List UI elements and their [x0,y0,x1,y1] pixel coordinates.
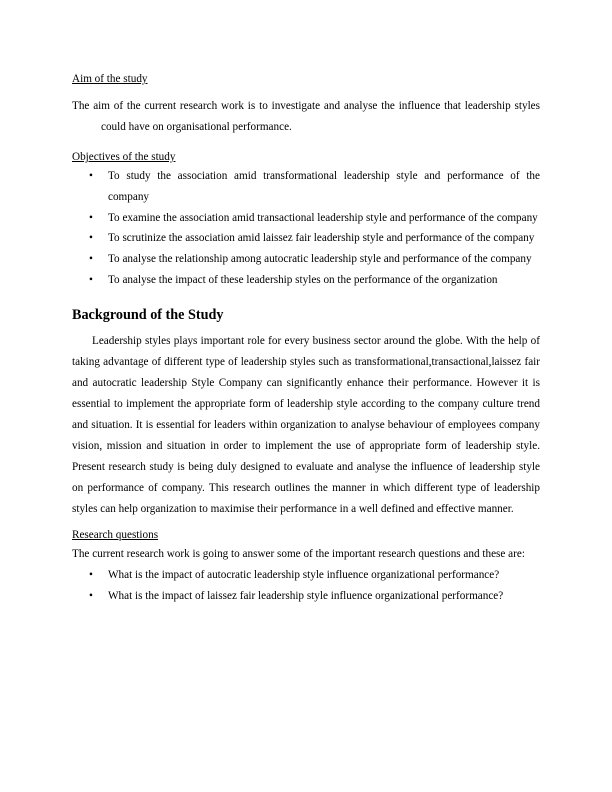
research-questions-list [72,565,540,607]
objective-text: To analyse the relationship among autocratic leadership style and performance of the company [108,253,532,266]
bullet-icon: • [89,568,93,581]
bullet-icon: • [89,589,93,602]
bullet-icon: • [89,232,93,245]
document-page [72,70,540,606]
question-text: What is the impact of laissez fair leadership style influence organizational performance? [108,589,504,602]
objective-text: To examine the association amid transactional leadership style and performance of the company [108,211,538,224]
objectives-heading: Objectives of the study [72,151,176,163]
research-questions-intro: The current research work is going to answer some of the important research questions and these are: [72,547,525,560]
background-heading: Background of the Study [72,306,224,323]
list-item [72,249,540,270]
objectives-list [72,166,540,291]
bullet-icon: • [89,253,93,266]
objective-text: To study the association amid transformational leadership style and performance of the company [108,170,540,203]
list-item [72,166,540,208]
list-item [72,565,540,586]
bullet-icon: • [89,211,93,224]
bullet-icon: • [89,273,93,286]
list-item [72,270,540,291]
aim-paragraph: The aim of the current research work is to investigate and analyse the influence that leadership styles could have on organisational performance. [72,100,540,133]
objective-text: To scrutinize the association amid laissez fair leadership style and performance of the company [108,232,535,245]
background-paragraph: Leadership styles plays important role for every business sector around the globe. With the help of taking advantage of different type of leadership styles such as transformational,transactional,laissez fair and autocratic leadership Style Company can significantly enhance their performance. However it is essential to implement the appropriate form of leadership style according to the company culture trend and situation. It is essential for leaders within organization to analyse behaviour of employees company vision, mission and situation in order to implement the use of appropriate form of leadership style. Present research study is being duly designed to evaluate and analyse the influence of leadership style on performance of company. This research outlines the manner in which different type of leadership styles can help organization to maximise their performance in a well defined and effective manner. [72,334,540,515]
aim-heading: Aim of the study [72,73,148,85]
objective-text: To analyse the impact of these leadership styles on the performance of the organization [108,273,498,286]
research-questions-heading: Research questions [72,528,159,541]
question-text: What is the impact of autocratic leadership style influence organizational performance? [108,568,500,581]
bullet-icon: • [89,170,93,182]
list-item [72,228,540,249]
list-item [72,208,540,229]
list-item [72,586,540,607]
